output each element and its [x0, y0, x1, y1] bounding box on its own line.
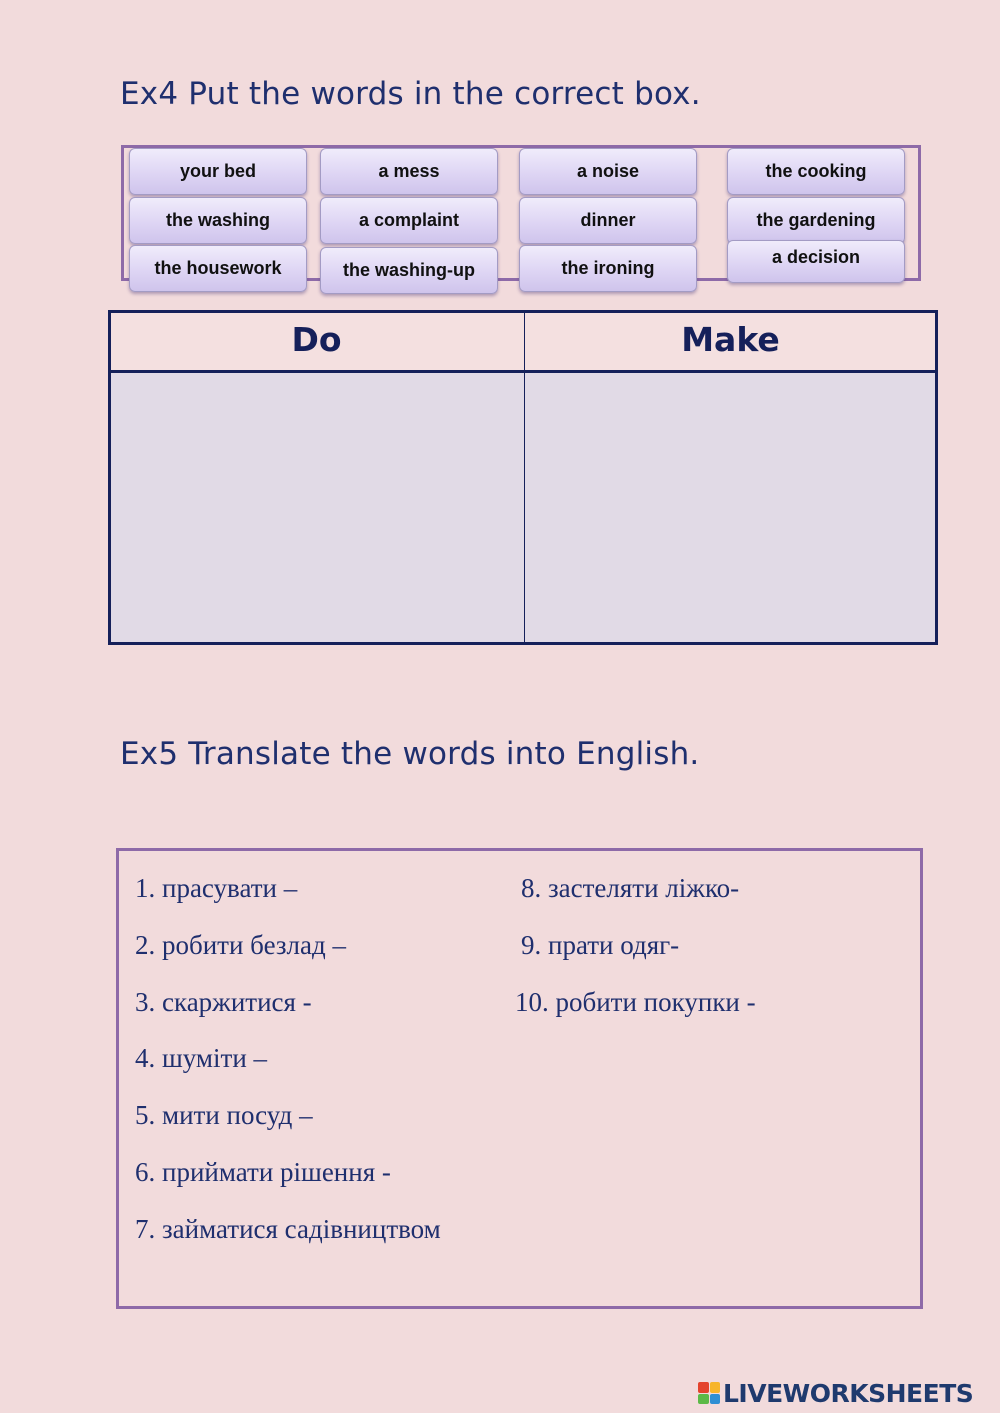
- word-chip-a-mess[interactable]: a mess: [320, 148, 498, 195]
- make-drop-zone[interactable]: [525, 373, 936, 642]
- translation-item[interactable]: 7. займатися садівництвом: [135, 1214, 441, 1244]
- table-header-row: [111, 313, 935, 373]
- brand-name: LIVEWORKSHEETS: [723, 1378, 974, 1408]
- logo-square: [710, 1382, 721, 1393]
- do-make-table: [108, 310, 938, 645]
- word-chip-a-decision[interactable]: a decision: [727, 240, 905, 283]
- word-chip-dinner[interactable]: dinner: [519, 197, 697, 244]
- liveworksheets-logo[interactable]: [698, 1376, 973, 1410]
- translation-box: [116, 848, 923, 1309]
- word-chip-the-gardening[interactable]: the gardening: [727, 197, 905, 244]
- translation-item[interactable]: 2. робити безлад –: [135, 930, 346, 960]
- do-drop-zone[interactable]: [111, 373, 522, 642]
- column-header-make: Make: [681, 320, 780, 359]
- word-chip-the-housework[interactable]: the housework: [129, 245, 307, 292]
- translation-item[interactable]: 1. прасувати –: [135, 873, 298, 903]
- word-chip-a-noise[interactable]: a noise: [519, 148, 697, 195]
- translation-item[interactable]: 4. шуміти –: [135, 1043, 268, 1073]
- word-chip-the-ironing[interactable]: the ironing: [519, 245, 697, 292]
- word-chip-the-washing-up[interactable]: the washing-up: [320, 247, 498, 294]
- translation-item[interactable]: 3. скаржитися -: [135, 987, 312, 1017]
- logo-square: [710, 1394, 721, 1405]
- translation-item[interactable]: 8. застеляти ліжко-: [521, 873, 740, 903]
- ex5-title: Ex5 Translate the words into English.: [120, 736, 700, 772]
- word-chip-a-complaint[interactable]: a complaint: [320, 197, 498, 244]
- word-bank: [121, 145, 921, 281]
- word-chip-the-cooking[interactable]: the cooking: [727, 148, 905, 195]
- logo-square: [698, 1394, 709, 1405]
- liveworksheets-logo-icon: [698, 1382, 720, 1404]
- translation-item[interactable]: 9. прати одяг-: [521, 930, 680, 960]
- word-chip-your-bed[interactable]: your bed: [129, 148, 307, 195]
- column-header-do: Do: [291, 320, 342, 359]
- translation-item[interactable]: 5. мити посуд –: [135, 1100, 313, 1130]
- word-chip-the-washing[interactable]: the washing: [129, 197, 307, 244]
- translation-item[interactable]: 6. приймати рішення -: [135, 1157, 391, 1187]
- ex4-title: Ex4 Put the words in the correct box.: [120, 76, 701, 112]
- logo-square: [698, 1382, 709, 1393]
- translation-item[interactable]: 10. робити покупки -: [515, 987, 756, 1017]
